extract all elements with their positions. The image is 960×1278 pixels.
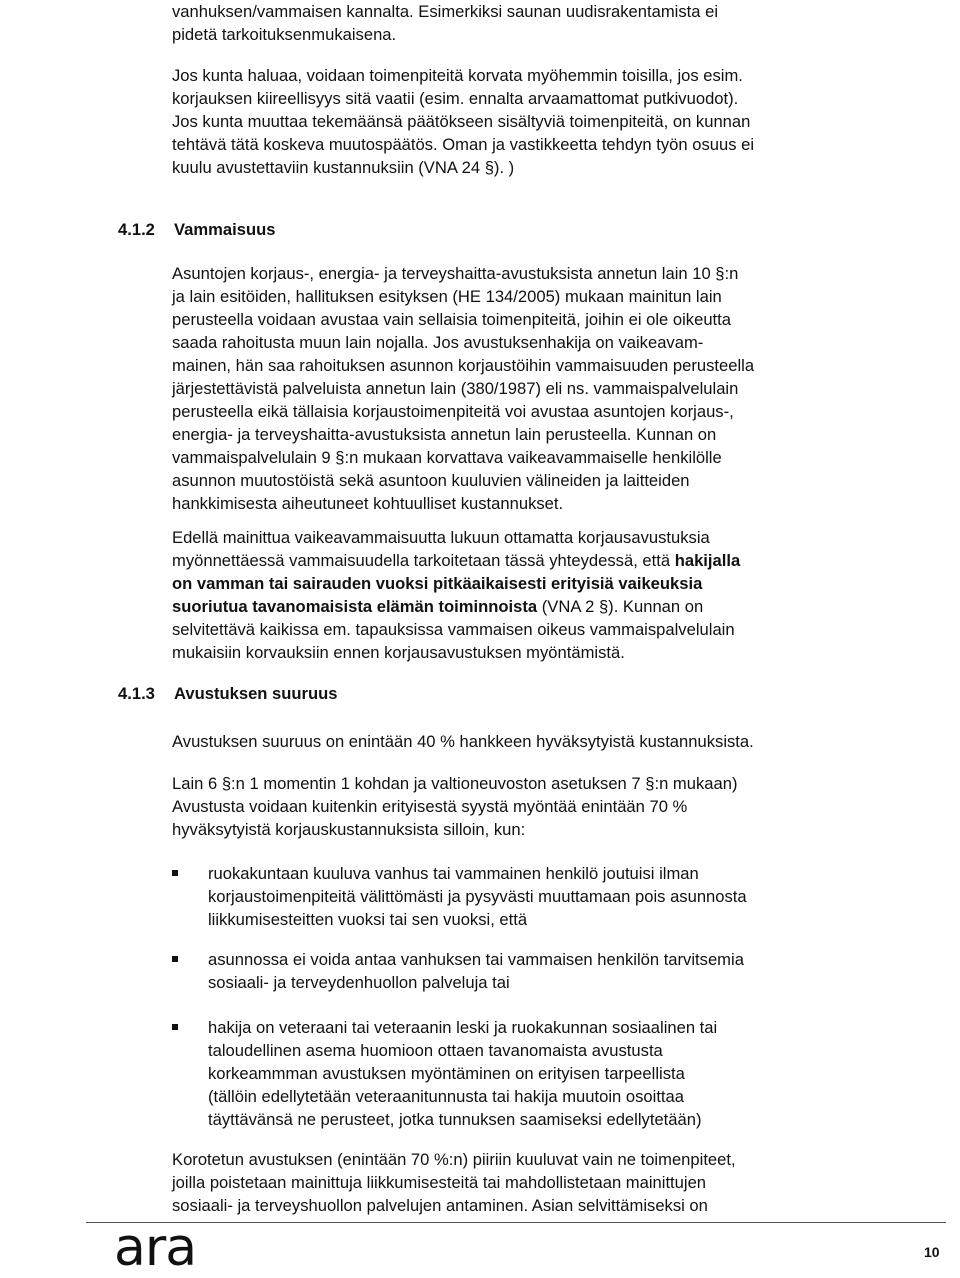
text-line: Edellä mainittua vaikeavammaisuutta lukuun ottamatta korjausavustuksia	[172, 528, 710, 547]
text-line: vammaispalvelulain 9 §:n mukaan korvattava vaikeavammaiselle henkilölle	[172, 448, 722, 467]
vammaisuus-paragraph	[172, 262, 862, 515]
bullet-marker	[172, 870, 178, 876]
text-line: perusteella voidaan avustaa vain sellaisia toimenpiteitä, joihin ei ole oikeutta	[172, 310, 732, 329]
section-title: Avustuksen suuruus	[174, 684, 338, 703]
text-line: ja lain esitöiden, hallituksen esityksen (HE 134/2005) mukaan mainitun lain	[172, 287, 722, 306]
text-line: ruokakuntaan kuuluva vanhus tai vammainen henkilö joutuisi ilman	[208, 864, 699, 883]
text-line	[172, 595, 862, 618]
text-line: Avustuksen suuruus on enintään 40 % hankkeen hyväksytyistä kustannuksista.	[172, 732, 754, 751]
text-line: energia- ja terveyshaitta-avustuksista annetun lain perusteella. Kunnan on	[172, 425, 717, 444]
text-line: perusteella eikä tällaisia korjaustoimenpiteitä voi avustaa asuntojen korjaus-,	[172, 402, 734, 421]
lain-paragraph	[172, 772, 862, 841]
ara-logo: ara	[114, 1218, 197, 1278]
text-line: saada rahoitusta muun lain nojalla. Jos avustuksenhakija on vaikeavam-	[172, 333, 704, 352]
list-item-text	[208, 948, 828, 994]
text-line: asunnossa ei voida antaa vanhuksen tai vammaisen henkilön tarvitsemia	[208, 950, 744, 969]
text-line: pidetä tarkoituksenmukaisena.	[172, 25, 397, 44]
text-normal: myönnettäessä vammaisuudella tarkoitetaan tässä yhteydessä, että	[172, 551, 675, 570]
text-line: Avustusta voidaan kuitenkin erityisestä syystä myöntää enintään 70 %	[172, 797, 688, 816]
list-item-text	[208, 862, 828, 931]
text-line: korjauksen kiireellisyys sitä vaatii (esim. ennalta arvaamattomat putkivuodot).	[172, 89, 739, 108]
text-line: kuulu avustettaviin kustannuksiin (VNA 24 §). )	[172, 158, 515, 177]
text-bold: hakijalla	[674, 551, 741, 570]
text-line: vanhuksen/vammaisen kannalta. Esimerkiksi saunan uudisrakentamista ei	[172, 2, 719, 21]
section-title: Vammaisuus	[174, 220, 276, 239]
text-line	[172, 549, 862, 572]
bullet-marker	[172, 956, 178, 962]
text-bold: suoriutua tavanomaisista elämän toiminnoista	[172, 597, 538, 616]
text-line: sosiaali- ja terveyshuollon palvelujen antaminen. Asian selvittämiseksi on	[172, 1196, 708, 1215]
text-line-bold: on vamman tai sairauden vuoksi pitkäaikaisesti erityisiä vaikeuksia	[172, 574, 703, 593]
text-line: tehtävä tätä koskeva muutospäätös. Oman ja vastikkeetta tehdyn työn osuus ei	[172, 135, 755, 154]
text-line: Jos kunta haluaa, voidaan toimenpiteitä korvata myöhemmin toisilla, jos esim.	[172, 66, 743, 85]
text-line: (tällöin edellytetään veteraanitunnusta tai hakija muutoin osoittaa	[208, 1087, 684, 1106]
edella-paragraph	[172, 526, 862, 664]
text-line: Korotetun avustuksen (enintään 70 %:n) piiriin kuuluvat vain ne toimenpiteet,	[172, 1150, 736, 1169]
text-line: Jos kunta muuttaa tekemäänsä päätökseen sisältyviä toimenpiteitä, on kunnan	[172, 112, 751, 131]
section-heading-avustuksen-suuruus	[118, 684, 338, 704]
text-line: hakija on veteraani tai veteraanin leski ja ruokakunnan sosiaalinen tai	[208, 1018, 718, 1037]
text-line: mukaisiin korvauksiin ennen korjausavustuksen myöntämistä.	[172, 643, 625, 662]
suuruus-paragraph	[172, 730, 862, 753]
text-line: täyttävänsä ne perusteet, jotka tunnuksen saamiseksi edellytetään)	[208, 1110, 702, 1129]
list-item-text	[208, 1016, 828, 1131]
footer-divider	[86, 1222, 946, 1223]
text-line: taloudellinen asema huomioon ottaen tavanomaista avustusta	[208, 1041, 663, 1060]
change-paragraph	[172, 64, 862, 179]
section-number: 4.1.2	[118, 220, 155, 239]
text-line: korkeammman avustuksen myöntäminen on erityisen tarpeellista	[208, 1064, 685, 1083]
text-line: järjestettävistä palveluista annetun lain (380/1987) eli ns. vammaispalvelulain	[172, 379, 739, 398]
text-line: selvitettävä kaikissa em. tapauksissa vammaisen oikeus vammaispalvelulain	[172, 620, 735, 639]
korotetun-paragraph	[172, 1148, 862, 1217]
text-line: korjaustoimenpiteitä välittömästi ja pysyvästi muuttamaan pois asunnosta	[208, 887, 747, 906]
text-line: asunnon muutostöistä sekä asuntoon kuuluvien välineiden ja laitteiden	[172, 471, 690, 490]
text-normal: (VNA 2 §). Kunnan on	[537, 597, 704, 616]
section-number: 4.1.3	[118, 684, 155, 703]
text-line: hyväksytyistä korjauskustannuksista silloin, kun:	[172, 820, 526, 839]
top-paragraph	[172, 0, 862, 46]
text-line: Lain 6 §:n 1 momentin 1 kohdan ja valtioneuvoston asetuksen 7 §:n mukaan)	[172, 774, 738, 793]
section-heading-vammaisuus	[118, 220, 275, 240]
text-line: liikkumisesteitten vuoksi tai sen vuoksi, että	[208, 910, 528, 929]
bullet-marker	[172, 1024, 178, 1030]
text-line: mainen, hän saa rahoituksen asunnon korjaustöihin vammaisuuden perusteella	[172, 356, 755, 375]
text-line: sosiaali- ja terveydenhuollon palveluja tai	[208, 973, 510, 992]
text-line: Asuntojen korjaus-, energia- ja terveyshaitta-avustuksista annetun lain 10 §:n	[172, 264, 739, 283]
text-line: hankkimisesta aiheutuneet kohtuulliset kustannukset.	[172, 494, 564, 513]
text-line: joilla poistetaan mainittuja liikkumisesteitä tai mahdollistetaan mainittujen	[172, 1173, 707, 1192]
page-number: 10	[924, 1244, 940, 1260]
